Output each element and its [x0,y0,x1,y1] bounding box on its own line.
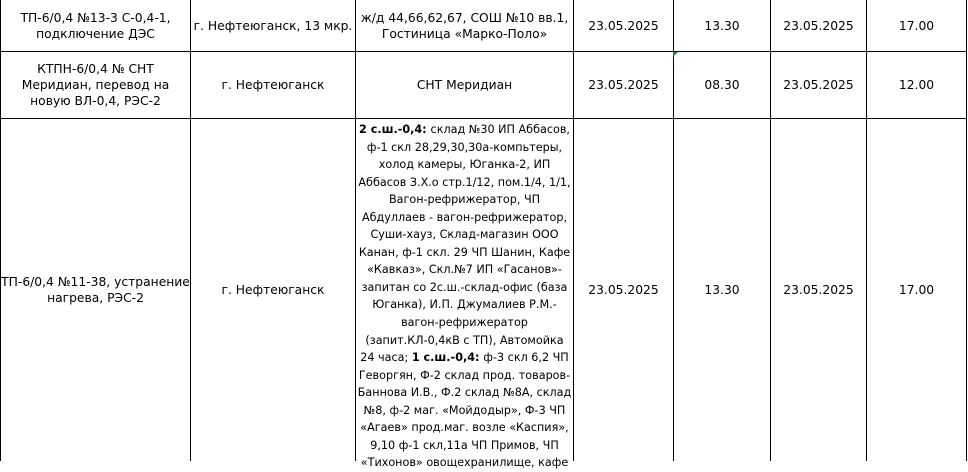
object-text: ТП-6/0,4 №13-3 С-0,4-1, подключение ДЭС [20,10,171,41]
locality-cell [191,52,355,118]
end-date: 23.05.2025 [783,18,854,33]
object-cell [1,52,190,118]
locality-cell [191,0,355,51]
end-date-cell [771,52,866,118]
object-cell [1,119,190,461]
consumers-text: СНТ Меридиан [416,78,513,92]
start-time: 08.30 [704,78,740,92]
start-date-cell [574,52,673,118]
consumers-list: ф-3 скл 6,2 ЧП Геворгян, Ф-2 склад прод. товаров-Баннова И.В., Ф.2 склад №8А, склад №8, ф-2 маг. «Мойдодыр», Ф-3 ЧП «Агаев» прод.маг. возле «Каспия», 9,10 ф-1 скл,11а ЧП Примов, ЧП «Тихонов» овощехранилище, кафе [357,351,572,470]
end-time: 17.00 [898,283,935,297]
object-text: ТП-6/0,4 №11-38, устранение нагрева, РЭС-2 [1,275,190,305]
section-label: 1 с.ш.-0,4: [411,351,484,365]
start-date: 23.05.2025 [588,18,659,33]
consumers-detail-cell [357,121,572,472]
start-date: 23.05.2025 [588,283,659,297]
locality-text: г. Нефтеюганск, 13 мкр. [193,18,353,33]
locality-text: г. Нефтеюганск [221,78,325,92]
object-text: КТПН-6/0,4 № СНТ Меридиан, перевод на новую ВЛ-0,4, РЭС-2 [21,62,170,108]
table-border [966,0,967,461]
end-date-cell [771,0,866,51]
end-time-cell [867,52,966,118]
end-date: 23.05.2025 [783,78,854,92]
start-date-cell [574,0,673,51]
start-time-cell [674,0,770,51]
start-date: 23.05.2025 [588,78,659,92]
locality-text: г. Нефтеюганск [221,283,325,297]
consumers-text: ж/д 44,66,62,67, СОШ №10 вв.1, Гостиница «Марко-Поло» [360,10,569,41]
start-time: 13.30 [704,283,740,297]
end-time-cell [867,119,966,461]
end-date: 23.05.2025 [783,283,854,297]
consumers-cell [356,0,573,51]
end-time-cell [867,0,966,51]
object-cell [1,0,190,51]
start-time-cell [674,119,770,461]
start-date-cell [574,119,673,461]
end-time: 12.00 [898,78,935,92]
consumers-list: склад №30 ИП Аббасов, ф-1 скл 28,29,30,30а-компьтеры, холод камеры, Юганка-2, ИП Аббасов З.Х.о стр.1/12, пом.1/4, 1/1, Вагон-рефрижератор, ЧП Абдуллаев - вагон-рефрижератор, Суши-хауз, Склад-магазин ООО Канан, ф-1 скл. 29 ЧП Шанин, Кафе «Кавказ», Скл.№7 ИП «Гасанов»-запитан со 2с.ш.-склад-офис (база Юганка), И.П. Джумалиев Р.М.-вагон-рефрижератор (запит.КЛ-0,4кВ с ТП), Автомойка 24 часа; [358,123,571,365]
end-time: 17.00 [898,18,935,33]
start-time: 13.30 [704,18,740,33]
start-time-cell [674,52,770,118]
end-date-cell [771,119,866,461]
section-label: 2 с.ш.-0,4: [359,123,431,136]
consumers-cell [356,52,573,118]
locality-cell [191,119,355,461]
